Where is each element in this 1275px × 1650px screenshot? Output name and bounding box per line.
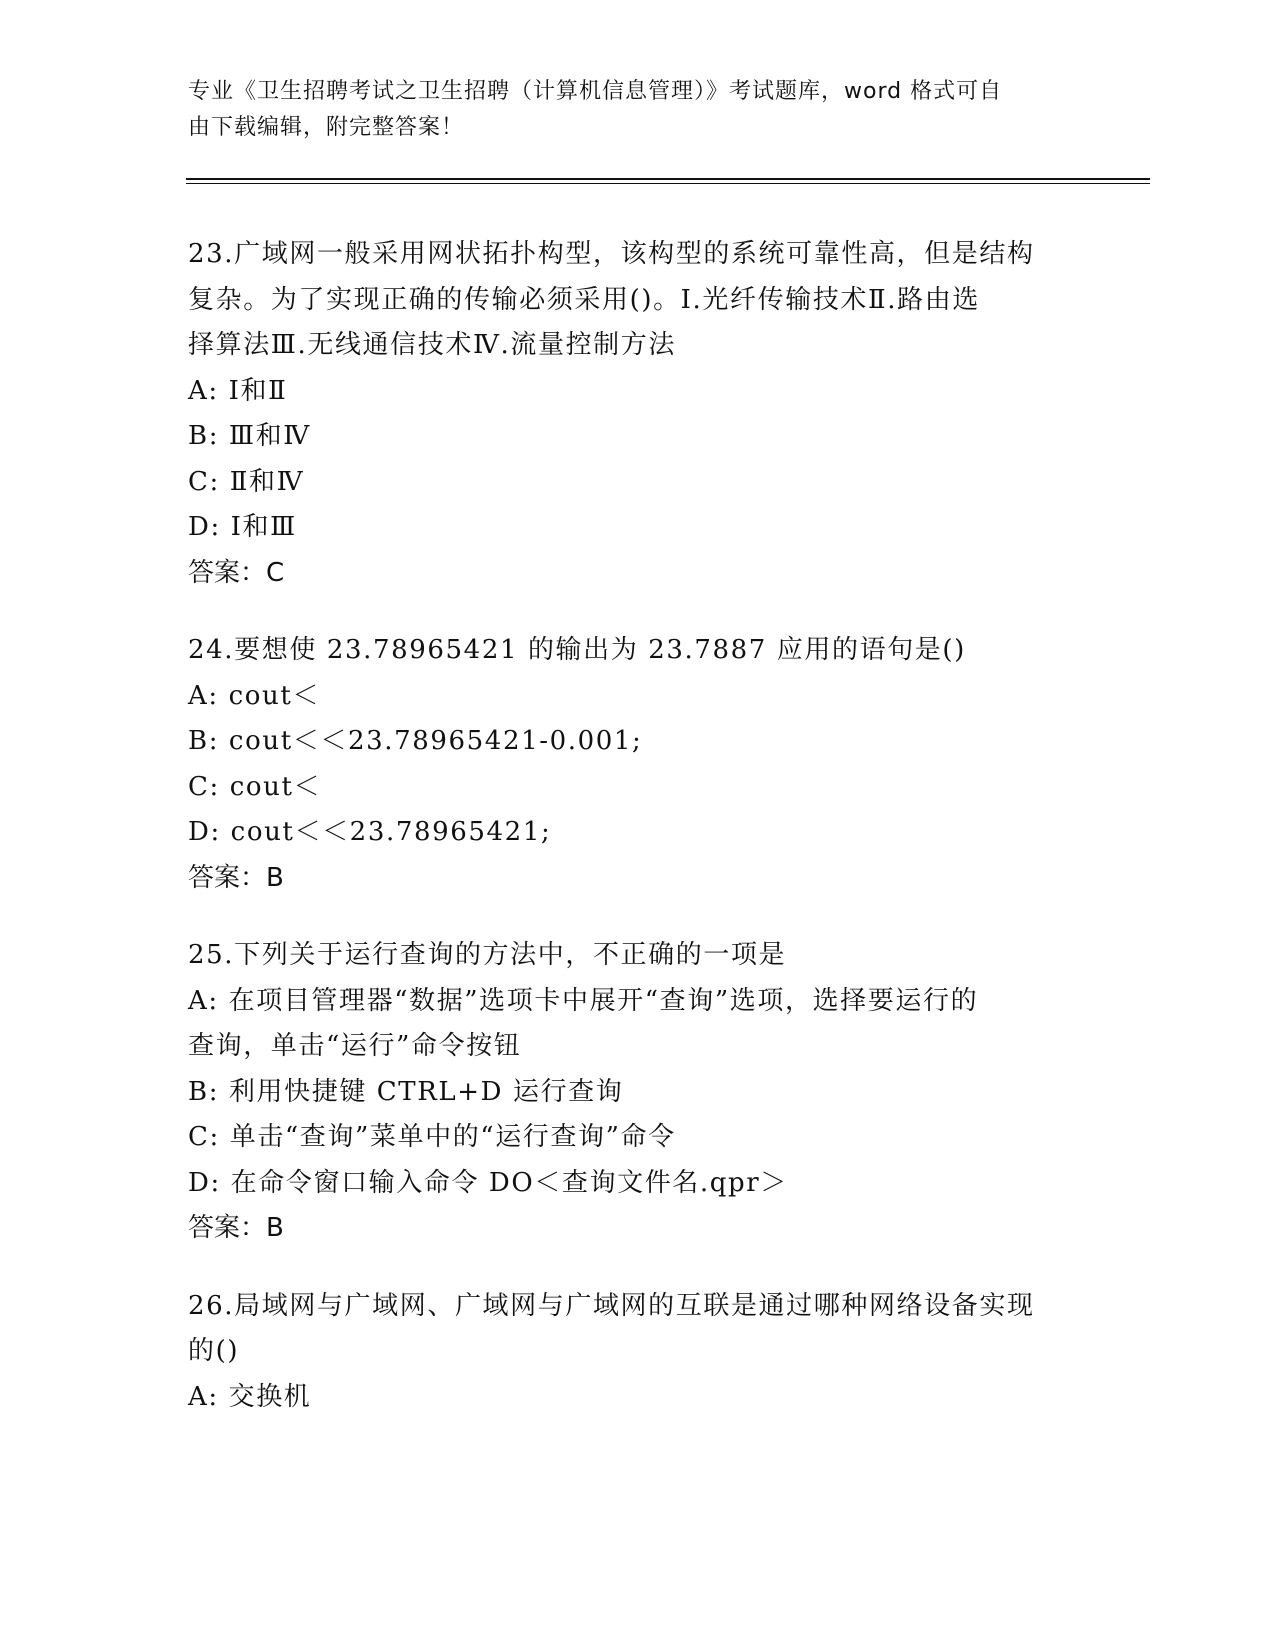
option-a: A: 交换机: [188, 1381, 312, 1412]
question-23: [188, 232, 1088, 596]
header-divider-thick: [186, 178, 1150, 180]
option-a: A: 在项目管理器“数据”选项卡中展开“查询”选项，选择要运行的: [188, 985, 979, 1016]
question-26: [188, 1284, 1088, 1421]
question-text-line: 26.局域网与广域网、广域网与广域网的互联是通过哪种网络设备实现: [188, 1290, 1035, 1321]
document-header: [188, 74, 1068, 146]
option-a-continued: 查询，单击“运行”命令按钮: [188, 1031, 522, 1061]
question-text-line: 24.要想使 23.78965421 的输出为 23.7887 应用的语句是(): [188, 635, 966, 665]
question-text-line: 的(): [188, 1336, 240, 1366]
option-b: B: Ⅲ和Ⅳ: [188, 421, 311, 451]
question-text-line: 复杂。为了实现正确的传输必须采用()。Ⅰ.光纤传输技术Ⅱ.路由选: [188, 284, 980, 315]
option-c: C: cout＜: [188, 771, 322, 802]
header-line-2: 由下载编辑，附完整答案！: [188, 115, 465, 140]
option-d: D: 在命令窗口输入命令 DO＜查询文件名.qpr＞: [188, 1167, 788, 1198]
option-a: A: cout＜: [188, 680, 321, 711]
answer: 答案：C: [188, 557, 285, 588]
question-text-line: 25.下列关于运行查询的方法中，不正确的一项是: [188, 940, 787, 970]
option-d: D: cout＜＜23.78965421;: [188, 817, 552, 847]
question-list: [188, 232, 1088, 1452]
option-c: C: Ⅱ和Ⅳ: [188, 466, 305, 497]
answer: 答案：B: [188, 1213, 284, 1243]
answer: 答案：B: [188, 862, 284, 893]
question-24: [188, 628, 1088, 901]
header-line-1: 专业《卫生招聘考试之卫生招聘（计算机信息管理）》考试题库，word 格式可自: [188, 79, 1003, 104]
option-b: B: cout＜＜23.78965421-0.001;: [188, 726, 643, 756]
question-25: [188, 933, 1088, 1252]
option-a: A: Ⅰ和Ⅱ: [188, 375, 288, 406]
header-divider-thin: [186, 183, 1150, 184]
option-b: B: 利用快捷键 CTRL+D 运行查询: [188, 1076, 624, 1107]
option-d: D: Ⅰ和Ⅲ: [188, 512, 297, 542]
question-text-line: 择算法Ⅲ.无线通信技术Ⅳ.流量控制方法: [188, 330, 676, 360]
question-text-line: 23.广域网一般采用网状拓扑构型，该构型的系统可靠性高，但是结构: [188, 239, 1035, 269]
option-c: C: 单击“查询”菜单中的“运行查询”命令: [188, 1122, 676, 1152]
